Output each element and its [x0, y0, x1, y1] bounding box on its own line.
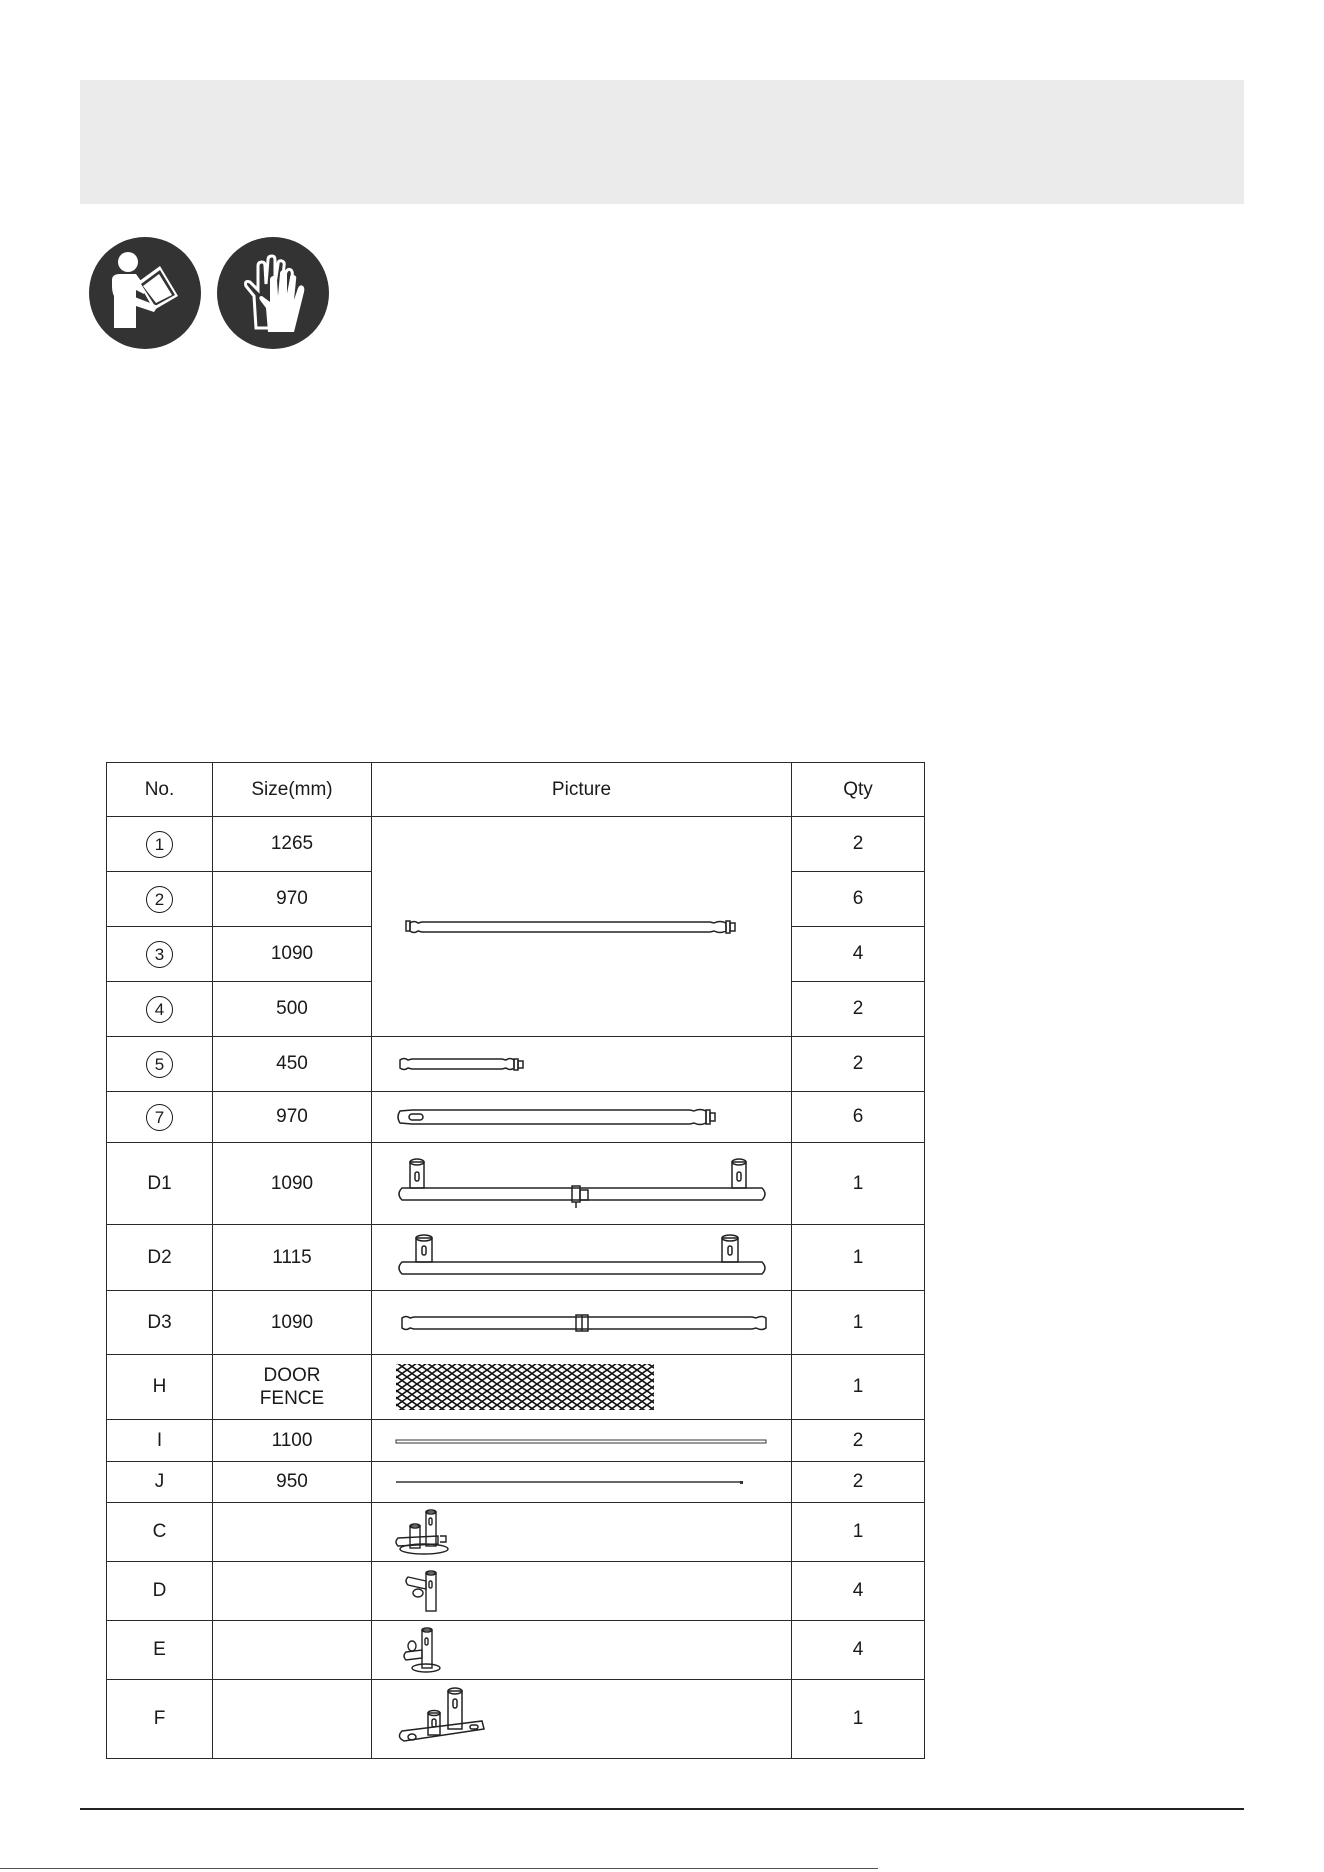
part-size: 1265 [213, 817, 372, 872]
table-row [107, 1037, 925, 1092]
wear-gloves-icon [216, 236, 330, 350]
part-picture-long-pole [372, 817, 792, 1037]
part-qty: 1 [792, 1355, 925, 1420]
part-qty: 1 [792, 1680, 925, 1759]
header-picture: Picture [372, 763, 792, 817]
table-row [107, 1355, 925, 1420]
part-size: 450 [213, 1037, 372, 1092]
part-no: D [107, 1562, 213, 1621]
part-size: 1090 [213, 1291, 372, 1355]
part-size: 1090 [213, 1143, 372, 1225]
part-size: 970 [213, 872, 372, 927]
part-qty: 6 [792, 1092, 925, 1143]
part-no: 3 [107, 927, 213, 982]
part-size: 950 [213, 1462, 372, 1503]
part-size: 1090 [213, 927, 372, 982]
part-no: 5 [107, 1037, 213, 1092]
part-qty: 2 [792, 1037, 925, 1092]
part-picture [372, 1037, 792, 1092]
part-size: 1115 [213, 1225, 372, 1291]
table-row [107, 1462, 925, 1503]
connector-e-icon [372, 1622, 792, 1679]
part-no: E [107, 1621, 213, 1680]
part-size-line2: FENCE [259, 1388, 325, 1409]
part-size: 970 [213, 1092, 372, 1143]
table-row [107, 1621, 925, 1680]
part-no: D2 [107, 1225, 213, 1291]
part-size-line1: DOOR [263, 1365, 321, 1386]
part-no: 2 [107, 872, 213, 927]
mesh-fence-icon [372, 1356, 792, 1418]
parts-list-table [106, 762, 925, 1759]
part-size [213, 1562, 372, 1621]
table-row [107, 1503, 925, 1562]
part-size [213, 1680, 372, 1759]
part-qty: 4 [792, 1621, 925, 1680]
header-band [80, 80, 1244, 204]
header-qty: Qty [792, 763, 925, 817]
part-no: H [107, 1355, 213, 1420]
table-header-row [107, 763, 925, 817]
part-size: 1100 [213, 1420, 372, 1462]
footer-rule [80, 1808, 1244, 1810]
part-picture [372, 1621, 792, 1680]
door-bar-icon [372, 1226, 792, 1290]
part-qty: 2 [792, 1420, 925, 1462]
table-row [107, 1092, 925, 1143]
part-qty: 1 [792, 1143, 925, 1225]
part-no: J [107, 1462, 213, 1503]
header-size: Size(mm) [213, 763, 372, 817]
part-qty: 2 [792, 1462, 925, 1503]
part-no: D3 [107, 1291, 213, 1355]
part-picture [372, 1291, 792, 1355]
part-qty: 1 [792, 1503, 925, 1562]
part-no: 1 [107, 817, 213, 872]
short-pole-icon [372, 1039, 792, 1089]
part-qty: 2 [792, 817, 925, 872]
long-pole-icon [372, 847, 792, 1007]
read-manual-icon [88, 236, 202, 350]
table-row [107, 817, 925, 872]
part-picture [372, 1225, 792, 1291]
table-row [107, 1680, 925, 1759]
connector-f-icon [372, 1681, 792, 1758]
door-bar-latch-icon [372, 1144, 792, 1224]
part-size [213, 1621, 372, 1680]
connector-c-icon [372, 1504, 792, 1561]
part-size [213, 1503, 372, 1562]
table-row [107, 1291, 925, 1355]
part-picture [372, 1143, 792, 1225]
part-no: I [107, 1420, 213, 1462]
part-picture [372, 1355, 792, 1420]
split-pole-icon [372, 1292, 792, 1354]
header-no: No. [107, 763, 213, 817]
part-picture [372, 1503, 792, 1562]
rod-icon [372, 1463, 792, 1502]
part-qty: 6 [792, 872, 925, 927]
part-picture [372, 1420, 792, 1462]
part-qty: 4 [792, 927, 925, 982]
part-no: C [107, 1503, 213, 1562]
table-row [107, 1420, 925, 1462]
table-row [107, 1225, 925, 1291]
part-no: D1 [107, 1143, 213, 1225]
part-qty: 1 [792, 1291, 925, 1355]
part-size [213, 1355, 372, 1420]
part-picture [372, 1462, 792, 1503]
bottom-rule [0, 1868, 878, 1869]
part-no: F [107, 1680, 213, 1759]
part-qty: 2 [792, 982, 925, 1037]
slotted-pole-icon [372, 1094, 792, 1140]
connector-d-icon [372, 1563, 792, 1620]
part-qty: 4 [792, 1562, 925, 1621]
part-no: 4 [107, 982, 213, 1037]
part-picture [372, 1092, 792, 1143]
table-row [107, 1562, 925, 1621]
part-qty: 1 [792, 1225, 925, 1291]
part-size: 500 [213, 982, 372, 1037]
table-row [107, 1143, 925, 1225]
part-picture [372, 1562, 792, 1621]
rod-icon [372, 1421, 792, 1461]
part-no: 7 [107, 1092, 213, 1143]
part-picture [372, 1680, 792, 1759]
